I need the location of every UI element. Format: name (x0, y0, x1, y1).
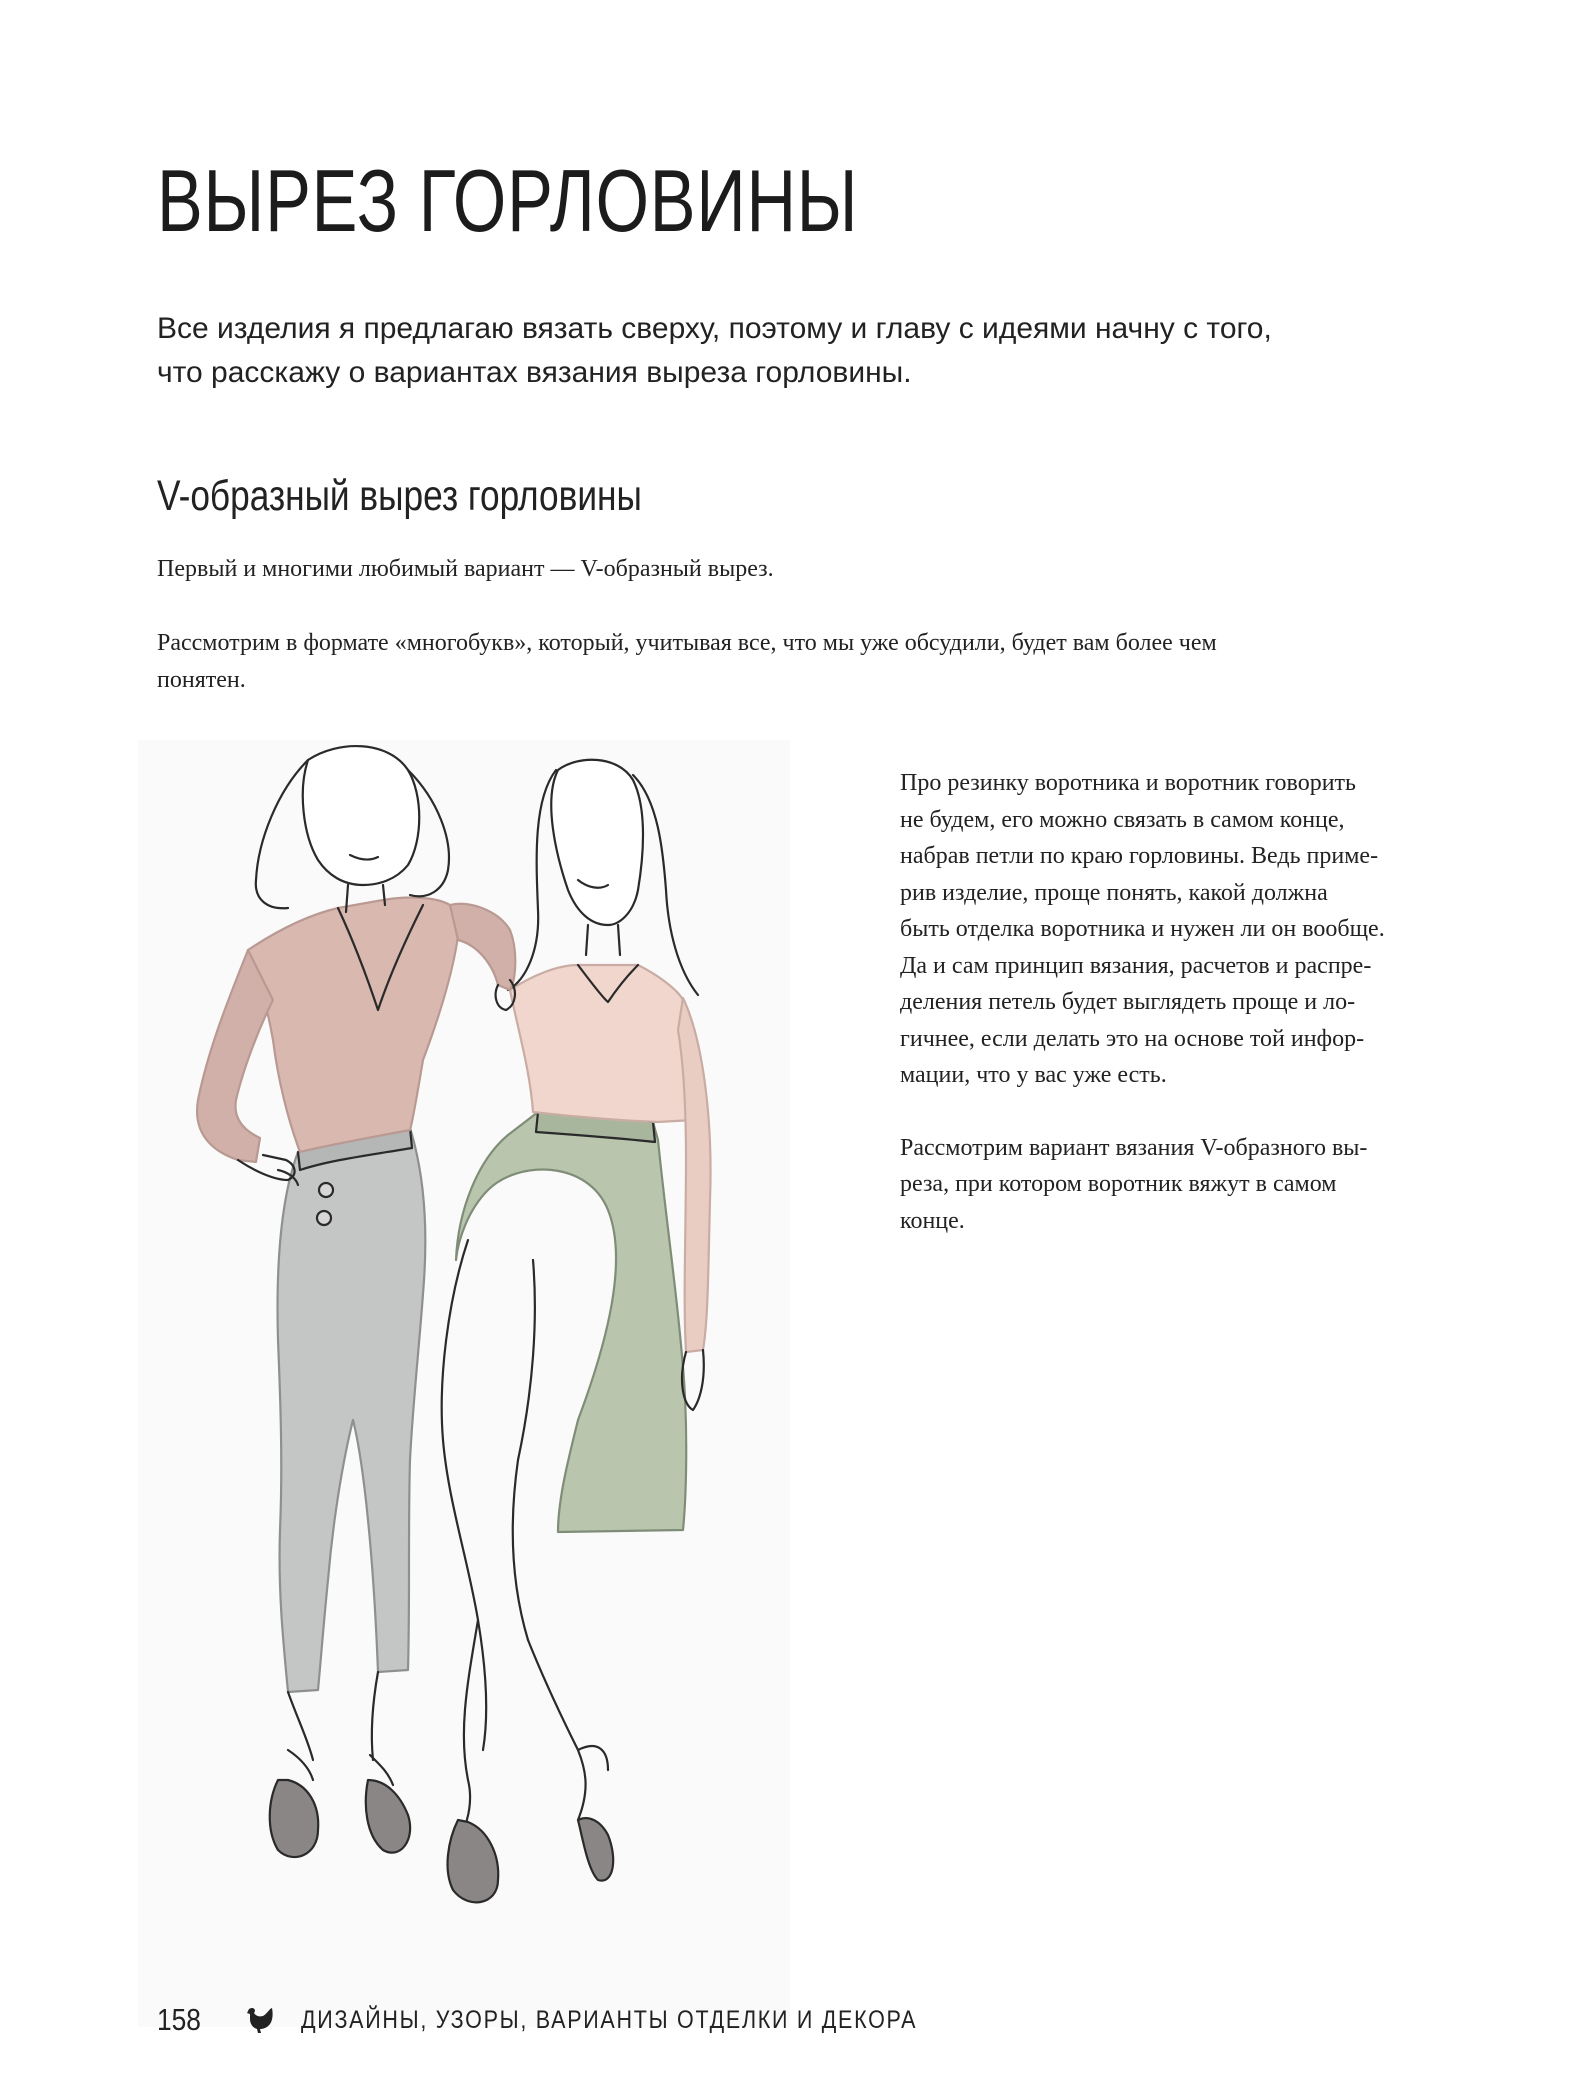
intro-line: Все изделия я предлагаю вязать сверху, поэтому и главу с идеями начну с того, (157, 312, 1272, 345)
paragraph-line: Рассмотрим в формате «многобукв», который, учитывая все, что мы уже обсудили, будет вам более чем (157, 630, 1217, 656)
hen-icon (243, 2003, 277, 2037)
paragraph-first-variant: Первый и многими любимый вариант — V-образный вырез. (157, 556, 774, 582)
column-line: Рассмотрим вариант вязания V-образного вы- (900, 1134, 1368, 1161)
column-line: Да и сам принцип вязания, расчетов и распре- (900, 952, 1372, 979)
column-line: не будем, его можно связать в самом конце, (900, 806, 1345, 833)
page-title: ВЫРЕЗ ГОРЛОВИНЫ (157, 151, 859, 250)
footer-section-title: ДИЗАЙНЫ, УЗОРЫ, ВАРИАНТЫ ОТДЕЛКИ И ДЕКОРА (301, 2005, 918, 2034)
column-line: рив изделие, проще понять, какой должна (900, 879, 1328, 906)
column-line: конце. (900, 1207, 965, 1234)
page-number: 158 (157, 2002, 201, 2037)
column-line: реза, при котором воротник вяжут в самом (900, 1171, 1337, 1197)
intro-paragraph (157, 307, 1457, 395)
fashion-illustration (138, 740, 790, 2027)
column-line: Про резинку воротника и воротник говорить (900, 770, 1356, 796)
column-line: набрав петли по краю горловины. Ведь приме- (900, 843, 1379, 869)
column-line: деления петель будет выглядеть проще и ло- (900, 989, 1356, 1015)
light-pink-top (510, 965, 695, 1122)
side-column-text (900, 765, 1460, 1239)
intro-line: что расскажу о вариантах вязания выреза горловины. (157, 356, 912, 389)
paragraph-line: понятен. (157, 667, 246, 693)
column-line: гичнее, если делать это на основе той инфор- (900, 1025, 1365, 1052)
section-heading: V-образный вырез горловины (157, 472, 642, 520)
page-footer (157, 2000, 1018, 2040)
column-line: быть отделка воротника и нужен ли он вообще. (900, 916, 1385, 942)
column-line: мации, что у вас уже есть. (900, 1062, 1167, 1088)
paragraph-format (157, 625, 1217, 699)
